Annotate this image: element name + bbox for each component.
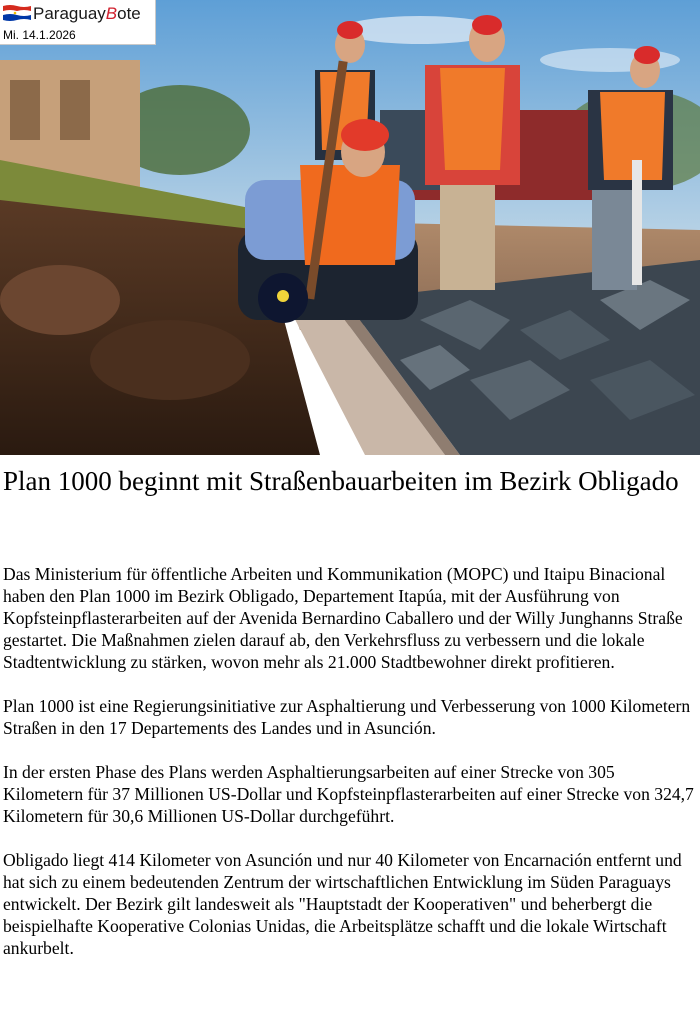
brand-name-part1: Paraguay (33, 4, 106, 23)
article-paragraph: Das Ministerium für öffentliche Arbeiten und Kommunikation (MOPC) und Itaipu Binacional haben den Plan 1000 im Bezirk Obligado, Departement Itapúa, mit der Ausführung von Kopfsteinpflasterarbeiten auf der Avenida Bernardino Caballero und der Willy Junghanns Straße gestartet. Die Maßnahmen zielen darauf ab, den Verkehrsfluss zu verbessern und die lokale Stadtentwicklung zu stärken, wovon mehr als 21.000 Stadtbewohner direkt profitieren. (3, 564, 683, 672)
site-logo[interactable] (33, 3, 141, 25)
hero-image (0, 0, 700, 455)
paraguay-flag-icon (3, 4, 31, 21)
masthead[interactable] (0, 0, 156, 45)
article-headline: Plan 1000 beginnt mit Straßenbauarbeiten im Bezirk Obligado (3, 466, 679, 496)
article-paragraph: Obligado liegt 414 Kilometer von Asunción und nur 40 Kilometer von Encarnación entfernt und hat sich zu einem bedeutenden Zentrum der wirtschaftlichen Entwicklung im Süden Paraguays entwickelt. Der Bezirk gilt landesweit als "Hauptstadt der Kooperativen" und beherbergt die beispielhafte Kooperative Colonias Unidas, die Arbeitsplätze schafft und die lokale Wirtschaft ankurbelt. (3, 850, 682, 958)
brand-name-part3: ote (117, 4, 141, 23)
article-paragraph: Plan 1000 ist eine Regierungsinitiative zur Asphaltierung und Verbesserung von 1000 Kilometern Straßen in den 17 Departements des Landes und in Asunción. (3, 696, 691, 738)
publication-date: Mi. 14.1.2026 (3, 28, 76, 42)
article-body (3, 563, 697, 981)
brand-name-part2: B (105, 4, 118, 23)
article-paragraph: In der ersten Phase des Plans werden Asphaltierungsarbeiten auf einer Strecke von 305 Kilometern für 37 Millionen US-Dollar und Kopfsteinpflasterarbeiten auf einer Strecke von 324,7 Kilometern für 30,6 Millionen US-Dollar durchgeführt. (3, 762, 694, 826)
